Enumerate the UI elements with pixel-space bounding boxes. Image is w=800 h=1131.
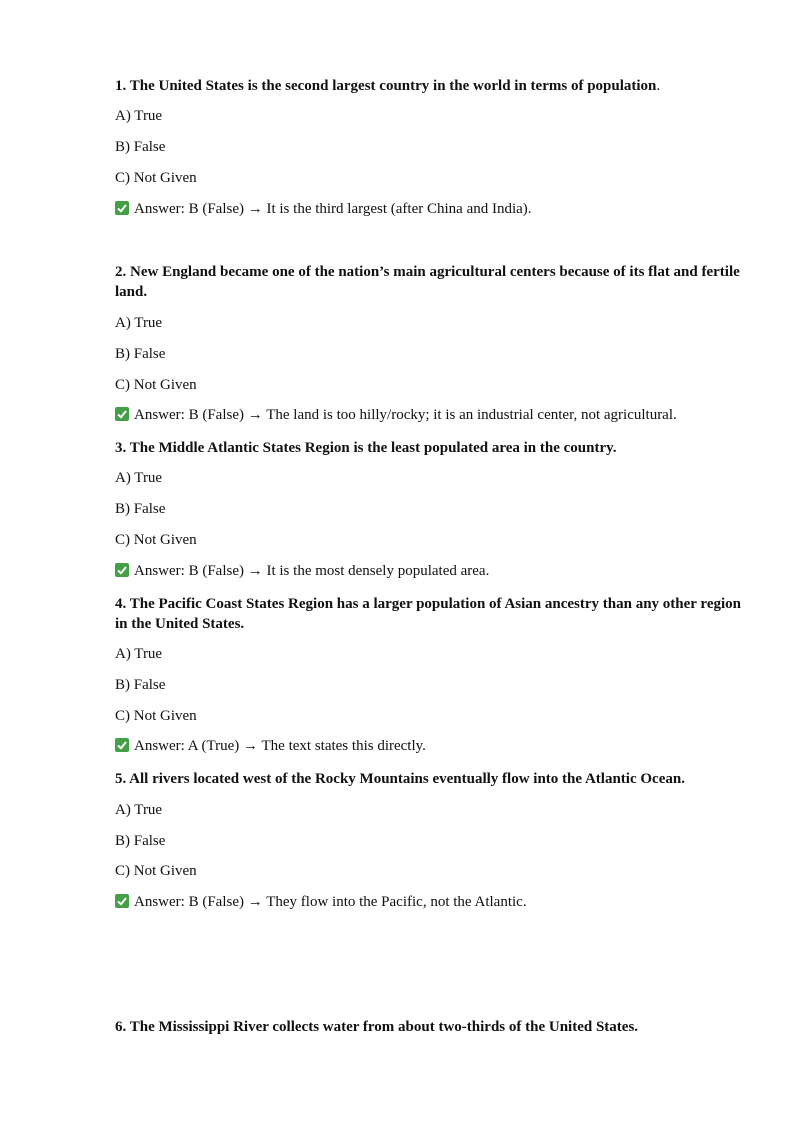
- check-mark-icon: [115, 201, 129, 215]
- question-4-title: 4. The Pacific Coast States Region has a larger population of Asian ancestry than any other region in the United States.: [115, 596, 741, 632]
- question-1-option-a: A) True: [115, 108, 163, 124]
- question-1-option-b: B) False: [115, 139, 166, 155]
- question-3-answer: Answer: B (False) → It is the most densely populated area.: [115, 561, 489, 581]
- check-mark-icon: [115, 738, 129, 752]
- question-3-option-b: B) False: [115, 501, 166, 517]
- question-3-title: 3. The Middle Atlantic States Region is the least populated area in the country.: [115, 440, 617, 456]
- question-4-option-a: A) True: [115, 646, 163, 662]
- question-2-option-a: A) True: [115, 315, 163, 331]
- question-1-option-c: C) Not Given: [115, 170, 197, 186]
- question-3-option-c: C) Not Given: [115, 532, 197, 548]
- question-1-title: 1. The United States is the second largest country in the world in terms of population.: [115, 78, 661, 94]
- question-6-title: 6. The Mississippi River collects water from about two-thirds of the United States.: [115, 1019, 639, 1035]
- check-mark-icon: [115, 407, 129, 421]
- question-5-title: 5. All rivers located west of the Rocky Mountains eventually flow into the Atlantic Ocean.: [115, 771, 685, 787]
- question-4-option-b: B) False: [115, 677, 166, 693]
- question-2-option-c: C) Not Given: [115, 377, 197, 393]
- question-5-option-c: C) Not Given: [115, 863, 197, 879]
- question-1-answer: Answer: B (False) → It is the third largest (after China and India).: [115, 199, 532, 219]
- question-4-answer: Answer: A (True) → The text states this directly.: [115, 736, 426, 756]
- check-mark-icon: [115, 894, 129, 908]
- question-2-answer: Answer: B (False) → The land is too hilly/rocky; it is an industrial center, not agricultural.: [115, 405, 677, 425]
- question-5-option-b: B) False: [115, 833, 166, 849]
- question-5-answer: Answer: B (False) → They flow into the Pacific, not the Atlantic.: [115, 892, 527, 912]
- question-3-option-a: A) True: [115, 470, 163, 486]
- question-2-option-b: B) False: [115, 346, 166, 362]
- question-2-title: 2. New England became one of the nation’s main agricultural centers because of its flat and fertile land.: [115, 264, 740, 300]
- question-4-option-c: C) Not Given: [115, 708, 197, 724]
- question-5-option-a: A) True: [115, 802, 163, 818]
- check-mark-icon: [115, 563, 129, 577]
